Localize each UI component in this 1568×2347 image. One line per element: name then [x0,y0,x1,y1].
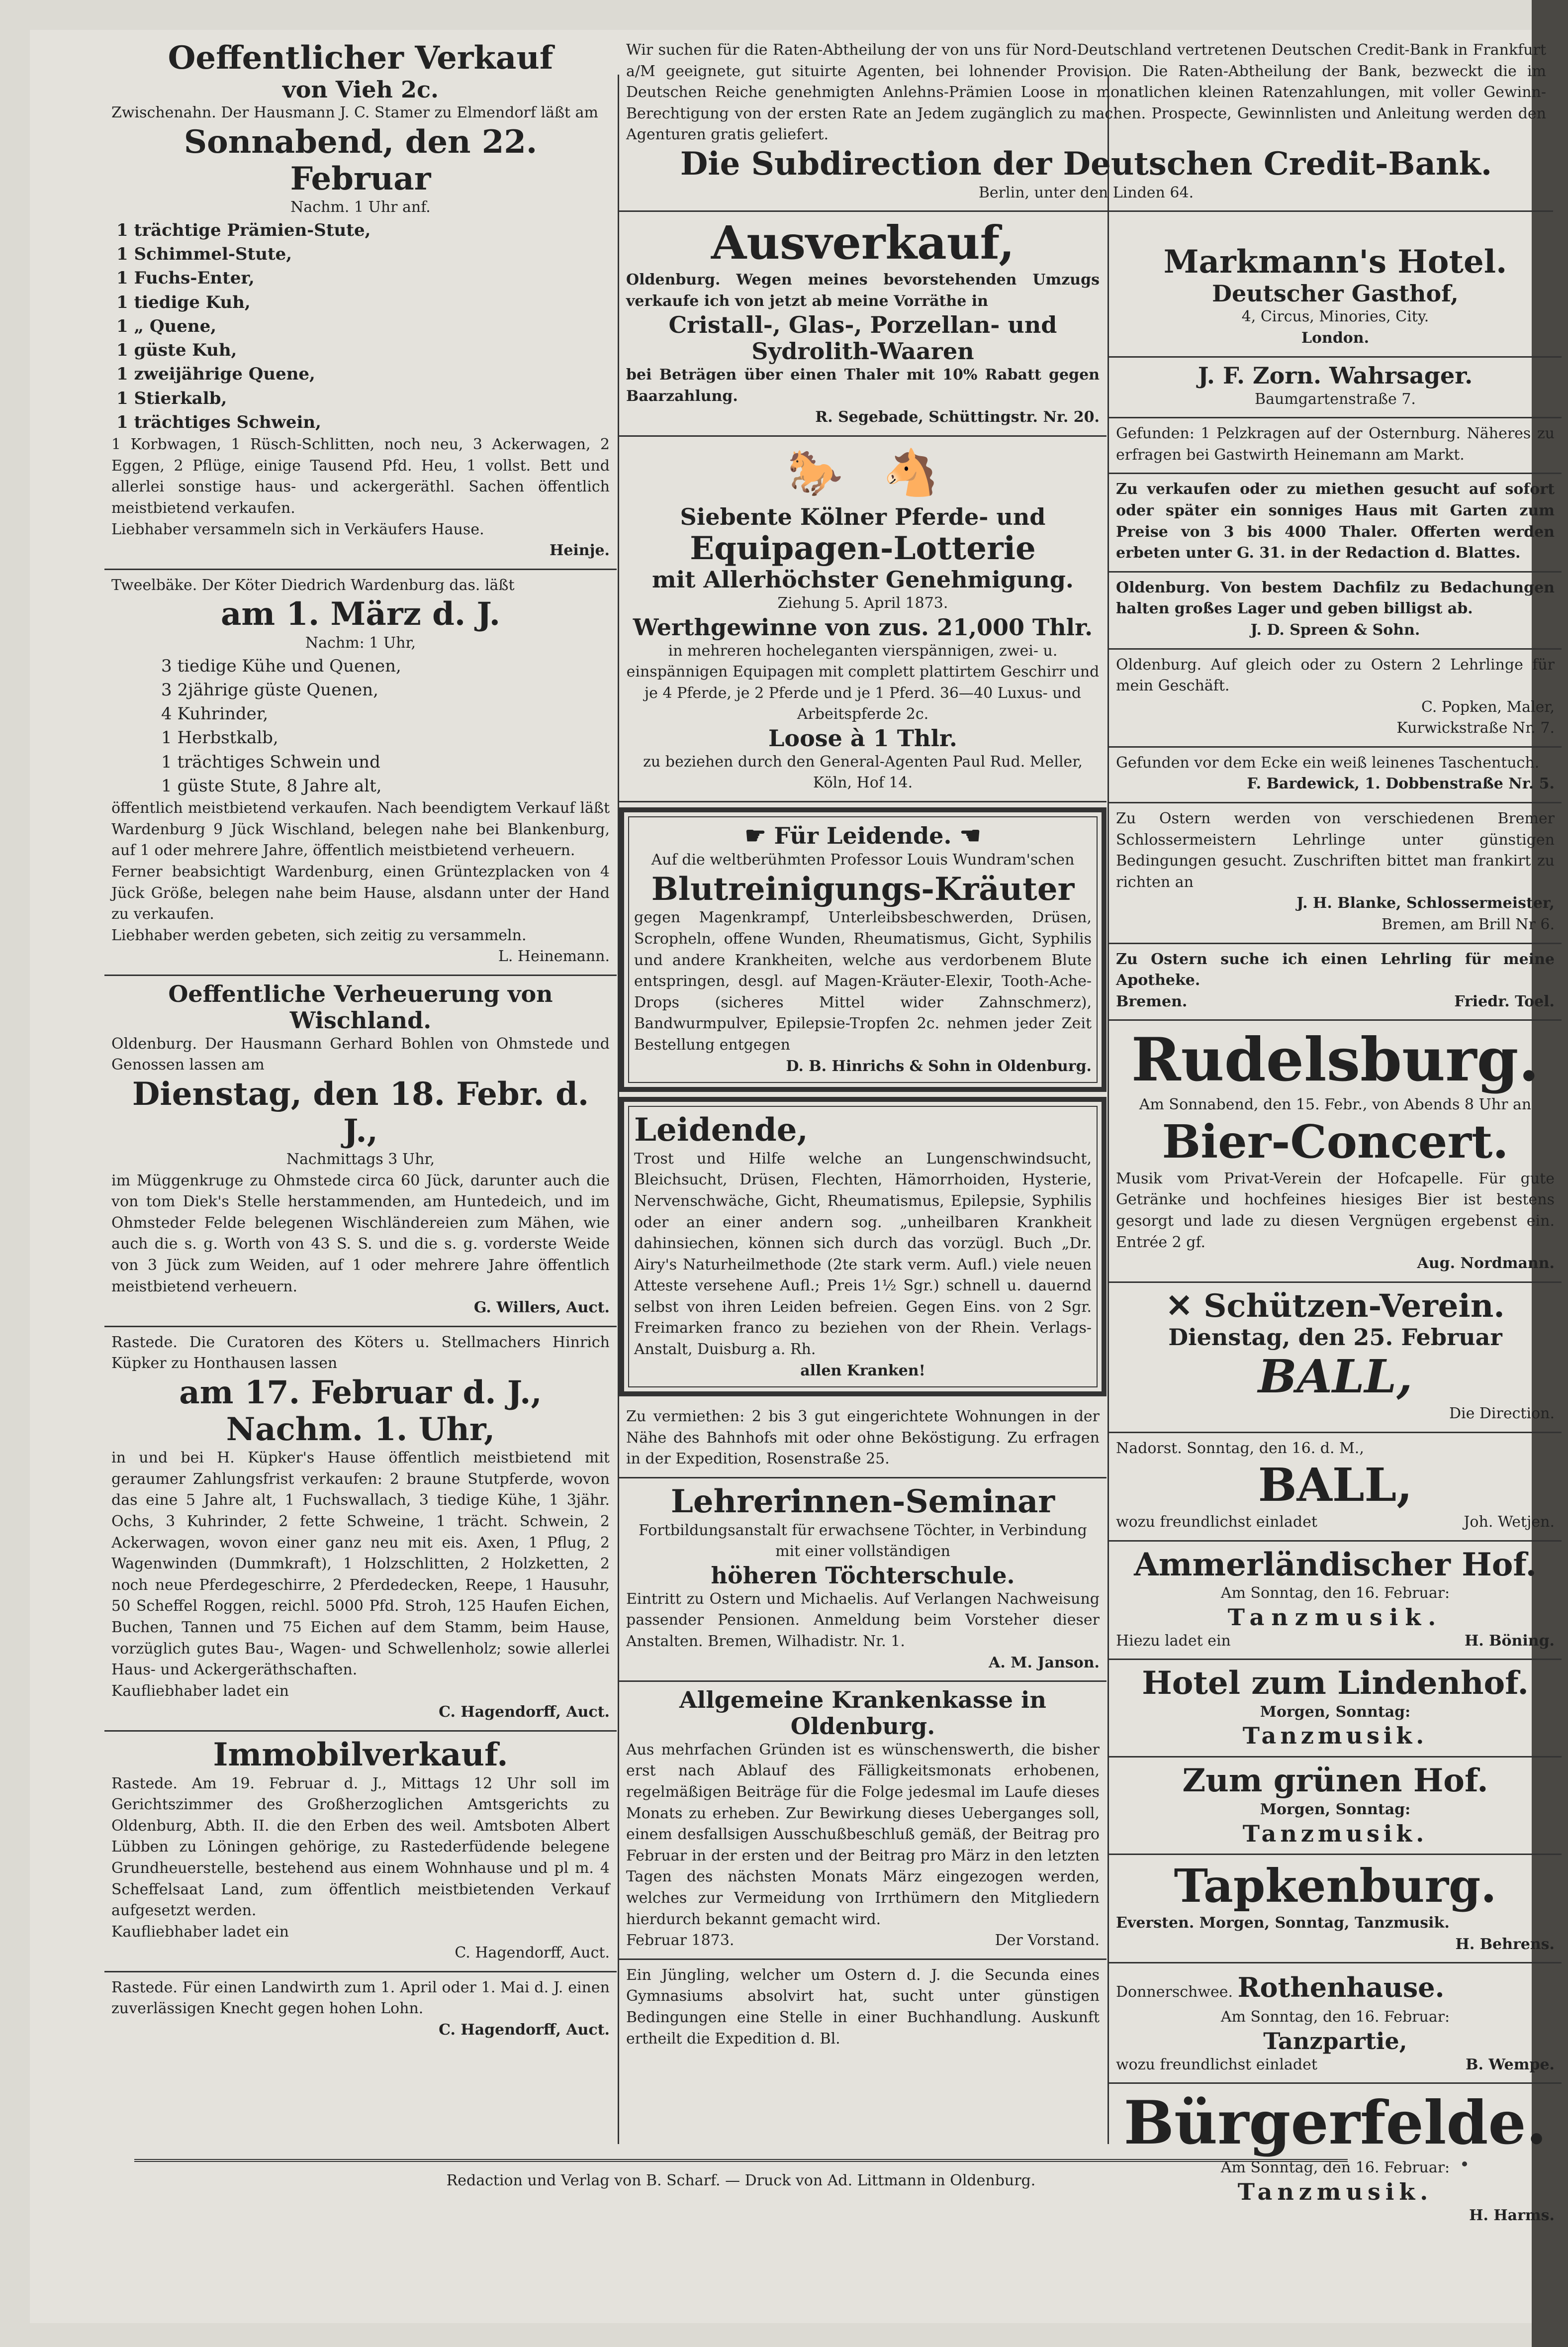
ad-credit-bank [619,35,1553,212]
ad-school: höheren Töchterschule. [711,1562,1015,1589]
ad-line: mit Allerhöchster Genehmigung. [652,566,1074,593]
ad-intro: Auf die weltberühmten Professor Louis Wundram'schen [651,851,1075,869]
ad-address: Baumgartenstraße 7. [1255,390,1416,408]
ad-body: öffentlich meistbietend verkaufen. Nach beendigtem Verkauf läßt Wardenburg 9 Jück Wischland, belegen nahe bei Blankenburg, auf 1 oder mehrere Jahre, öffentlich meistbietend verheuern. [111,799,610,860]
ad-head [634,822,1092,850]
ad-event: Tanzpartie, [1263,2027,1407,2054]
ad-ball: BALL, [1258,1458,1413,1512]
ad-body: Gefunden: 1 Pelzkragen auf der Osternburg. Näheres zu erfragen bei Gastwirth Heinemann am Markt. [1116,425,1555,464]
list-item: 1 Fuchs-Enter, [116,268,255,289]
ad-signature: H. Böning. [1464,1632,1555,1650]
ad-body: Gefunden vor dem Ecke ein weiß leinenes Taschentuch. [1116,754,1540,772]
ad-close: Kaufliebhaber ladet ein [111,1682,289,1700]
ad-body: Rastede. Für einen Landwirth zum 1. April oder 1. Mai d. J. einen zuverlässigen Knecht gegen hohen Lohn. [111,1978,610,2018]
ad-date: Morgen, Sonntag: [1260,1703,1411,1721]
ad-line: Siebente Kölner Pferde- und [680,503,1046,530]
ad-date: Am Sonntag, den 16. Februar: [1220,2159,1450,2177]
ad-title: Hotel zum Lindenhof. [1142,1664,1529,1702]
ad-body: Zu vermiethen: 2 bis 3 gut eingerichtete Wohnungen in der Nähe des Bahnhofs mit oder ohne Beköstigung. Zu erfragen in der Expedition, Rosenstraße 25. [626,1408,1100,1468]
ad-date: Dienstag, den 25. Februar [1168,1324,1502,1351]
crossed-rifles-icon: ✕ [1166,1287,1193,1325]
ad-date: Am Sonntag, den 16. Februar: [1220,2008,1450,2026]
ad-head-text: Für Leidende. [774,822,952,850]
ad-body: Ferner beabsichtigt Wardenburg, einen Grüntezplacken von 4 Jück Größe, belegen nahe beim Hause, alsdann unter der Hand zu verkaufen. [111,863,610,923]
ad-city: Bremen. [1116,992,1188,1010]
list-item: 1 „ Quene, [116,316,217,336]
ad-juengling [619,1960,1107,2056]
ad-dachfilz [1109,573,1562,650]
ad-zorn [1109,358,1562,418]
ad-event: Tanzmusik. [1237,2178,1433,2205]
ad-body: Liebhaber werden gebeten, sich zeitig zu versammeln. [111,926,527,944]
list-item: 1 zweijährige Quene, [116,364,315,385]
ad-terms: bei Beträgen über einen Thaler mit 10% Rabatt gegen Baarzahlung. [626,366,1100,405]
ad-place: Donnerschwee. [1116,1983,1233,2001]
ad-title: Bürgerfelde. [1123,2088,1547,2158]
ad-sub: Deutscher Gasthof, [1212,280,1459,307]
ad-body: Rastede. Am 19. Februar d. J., Mittags 12 Uhr soll im Gerichtszimmer des Großherzoglichen Amtsgerichts zu Oldenburg, Abth. II. die den Erben des weil. Amtsboten Albert Lübben zu Löningen gehörige, zu Rastederfüdende belegene Grundheuerstelle, bestehend aus einem Wohnhause und pl m. 4 Scheffelsaat Land, zum öffentlich meistbietenden Verkauf aufgesetzt werden. [111,1774,610,1920]
ad-verkauf-vieh [104,35,617,570]
list-item: 4 Kuhrinder, [161,704,269,724]
ad-body: in und bei H. Küpker's Hause öffentlich meistbietend mit geraumer Zahlungsfrist verkaufen: 2 braune Stutpferde, wovon das eine 5 Jahre alt, 1 Fuchswallach, 3 tiedige Kühe, 1 3jähr. Ochs, 3 Kuhrinder, 2 fette Schweine, 1 trächt. Schwein, 2 Ackerwagen, wovon einer ganz neu mit eis. Axen, 1 Pflug, 2 Wagenwinden (Dummkraft), 1 Holzschlitten, 2 Holzketten, 2 noch neue Pferdegeschirre, 2 Pferdedecken, Reepe, 1 Hausuhr, 50 Scheffel Roggen, reichl. 5000 Pfd. Stroh, 125 Haufen Eichen, Buchen, Tannen und 75 Eichen auf dem Stamm, beim Hause, vorzüglich gutes Bau-, Wagen- und Schwellenholz; sowie allerlei Haus- und Ackergeräthschaften. [111,1449,610,1679]
item-list [111,218,610,434]
ad-date: am 17. Februar d. J., Nachm. 1. Uhr, [179,1374,542,1448]
ad-body: Zu Ostern werden von verschiedenen Bremer Schlossermeistern Lehrlinge unter günstigen Bedingungen gesucht. Zuschriften bittet man frankirt zu richten an [1116,810,1555,891]
ad-signature: F. Bardewick, 1. Dobbenstraße Nr. 5. [1247,775,1555,793]
ad-body: Zu verkaufen oder zu miethen gesucht auf sofort oder später ein sonniges Haus mit Garten zum Preise von 3 bis 4000 Thaler. Offerten werden erbeten unter G. 31. in der Redaction d. Blattes. [1116,481,1555,562]
list-item: 1 güste Stute, 8 Jahre alt, [161,776,382,796]
ad-prize: Werthgewinne von zus. 21,000 Thlr. [633,613,1093,641]
ad-ammerland [1109,1542,1562,1661]
list-item: 1 trächtiges Schwein, [116,412,321,432]
ad-signature: C. Hagendorff, Auct. [455,1944,610,1962]
ad-signature: Die Direction. [1449,1405,1555,1423]
list-item: 1 trächtiges Schwein und [161,752,380,772]
ad-rudelsburg [1109,1021,1562,1282]
ad-verheuerung [104,976,617,1327]
ad-tweelbaeke [104,570,617,976]
ad-sub: Fortbildungsanstalt für erwachsene Töchter, in Verbindung mit einer vollständigen [639,1521,1087,1561]
ad-knecht [104,1972,617,2048]
ad-title: Lehrerinnen-Seminar [670,1483,1055,1521]
ink-spot [1462,2161,1467,2166]
ad-immobilverkauf [104,1732,617,1972]
ad-title: Markmann's Hotel. [1163,243,1507,281]
list-item: 1 güste Kuh, [116,340,237,361]
ad-lindenhof [1109,1660,1562,1758]
ad-body: Oldenburg. Wegen meines bevorstehenden Umzugs verkaufe ich von jetzt ab meine Vorräthe in [626,271,1100,310]
ad-body: 1 Korbwagen, 1 Rüsch-Schlitten, noch neu, 3 Ackerwagen, 2 Eggen, 2 Pflüge, einige Tausend Pfd. Heu, 1 vollst. Bett und allerlei sonstige haus- und ackergeräthl. Sachen öffentlich meistbietend verkaufen. [111,436,610,517]
ad-title-2: Bier-Concert. [1162,1115,1509,1169]
ad-invite: wozu freundlichst einladet [1116,2055,1317,2073]
ad-intro: Oldenburg. Der Hausmann Gerhard Bohlen von Ohmstede und Genossen lassen am [111,1035,610,1074]
ad-title: J. F. Zorn. Wahrsager. [1198,362,1473,389]
ad-intro: Zwischenahn. Der Hausmann J. C. Stamer zu Elmendorf läßt am [111,104,598,122]
ad-title: Leidende, [634,1111,808,1149]
ad-signature: Aug. Nordmann. [1417,1255,1555,1272]
list-item: 1 tiedige Kuh, [116,292,251,312]
ad-signature: G. Willers, Auct. [473,1299,610,1317]
ad-invite: Hiezu ladet ein [1116,1632,1231,1650]
ad-body: Ein Jüngling, welcher um Ostern d. J. die Secunda eines Gymnasiums absolvirt hat, sucht unter günstigen Bedingungen eine Stelle in einer Buchhandlung. Auskunft ertheilt die Expedition d. Bl. [626,1966,1100,2048]
ad-body: im Müggenkruge zu Ohmstede circa 60 Jück, darunter auch die von tom Diek's Stelle herstammenden, am Huntedeich, und im Ohmsteder Felde belegenen Wischländereien zum Mähen, wie auch die s. g. Worth von 43 S. S. und die s. g. vorderste Weide von 3 Jück zum Weiden, auf 1 oder mehrere Jahre öffentlich meistbietend verheuern. [111,1172,610,1295]
imprint-footer: Redaction und Verlag von B. Scharf. — Druck von Ad. Littmann in Oldenburg. [134,2159,1348,2189]
ad-signature: B. Wempe. [1466,2055,1555,2073]
ad-date: am 1. März d. J. [220,595,501,633]
ad-schlosser [1109,803,1562,944]
list-item: 3 tiedige Kühe und Quenen, [161,656,401,676]
ad-body: Trost und Hilfe welche an Lungenschwindsucht, Bleichsucht, Drüsen, Flechten, Hämorrhoiden, Hysterie, Nervenschwäche, Gicht, Rheumatismus, Epilepsie, Syphilis oder an einer andern sog. „unheilbaren Krankheit dahinsiechen, können sich durch das vorzügl. Buch „Dr. Airy's Naturheilmethode (2te stark verm. Aufl.) viele neuen Atteste versehene Aufl.; Preis 1½ Sgr.) schnell u. dauernd selbst von ihren Leiden befreien. Gegen Eins. von 2 Sgr. Freimarken franco zu beziehen von der Rhein. Verlags-Anstalt, Duisburg a. Rh. [634,1150,1092,1359]
ad-signature: L. Heinemann. [498,948,610,966]
pointing-hand-icon: ☚ [959,822,981,850]
ad-rastede-auction [104,1327,617,1732]
list-item: 1 Schimmel-Stute, [116,244,292,265]
ad-event: Tanzmusik. [1242,1722,1428,1750]
ad-body: Aus mehrfachen Gründen ist es wünschenswerth, die bisher erst nach Ablauf des Fälligkeitsmonats erhobenen, regelmäßigen Beiträge für die Folge jedesmal im Laufe dieses Monats zu erheben. Zur Bewirkung dieses Ueberganges soll, einem desfallsigen Ausschußbeschluß gemäß, der Beitrag pro Februar in der ersten und der Beitrag pro März in den letzten Tagen des nächsten Monats März eingezogen werden, welches zur Vermeidung von Irrthümern den Mitgliedern hierdurch bekannt gemacht wird. [626,1741,1100,1928]
ad-taschentuch [1109,748,1562,803]
ad-gefunden-pelz [1109,418,1562,474]
ad-title: Equipagen-Lotterie [690,529,1036,567]
carriage-icon: 🐎 [787,446,843,499]
ad-close: allen Kranken! [800,1362,925,1379]
ad-title: Die Subdirection der Deutschen Credit-Bank. [680,145,1492,183]
column-1 [104,35,617,2048]
ad-subtitle: von Vieh 2c. [282,76,439,103]
ad-title: Tapkenburg. [1174,1859,1497,1913]
ad-haus [1109,474,1562,572]
ad-footer-line [626,1930,1100,1952]
ad-goods: Cristall-, Glas-, Porzellan- und Sydrolith-Waaren [668,311,1057,365]
ad-title: Blutreinigungs-Kräuter [651,870,1075,908]
ad-signature: Friedr. Toel. [1454,992,1555,1010]
ad-intro: Rastede. Die Curatoren des Köters u. Stellmachers Hinrich Küpker zu Honthausen lassen [111,1333,610,1372]
ad-signature: Heinje. [549,542,610,560]
ad-draw-date: Ziehung 5. April 1873. [777,594,948,612]
ad-seminar [619,1478,1107,1682]
list-item: 1 Herbstkalb, [161,728,278,748]
ad-title: Zum grünen Hof. [1182,1762,1488,1800]
ad-signature: J. D. Spreen & Sohn. [1250,621,1420,639]
ad-hotel [1109,239,1562,358]
pointing-hand-icon: ☛ [744,822,766,850]
ad-title: Immobilverkauf. [213,1736,508,1773]
ad-title: Allgemeine Krankenkasse in Oldenburg. [679,1686,1046,1740]
ad-date: Morgen, Sonntag: [1260,1800,1411,1818]
ad-gruener-hof [1109,1758,1562,1855]
ad-body: Zu Ostern suche ich einen Lehrling für meine Apotheke. [1116,950,1555,989]
ad-signature: C. Hagendorff, Auct. [439,1703,610,1721]
ad-body: gegen Magenkrampf, Unterleibsbeschwerden, Drüsen, Scropheln, offene Wunden, Rheumatismus, Gicht, Syphilis und andere Krankheiten, welche aus verdorbenem Blute entspringen, desgl. auf Magen-Kräuter-Elexir, Tooth-Ache-Drops (sicheres Mittel wider Zahnschmerz), Bandwurmpulver, Epilepsie-Tropfen 2c. nehmen jeder Zeit Bestellung entgegen [634,909,1092,1054]
ad-apotheke [1109,944,1562,1021]
ad-address: 4, Circus, Minories, City. [1241,308,1429,326]
ad-schuetzen [1109,1283,1562,1433]
ad-signature: H. Behrens. [1455,1935,1555,1953]
ad-body: Musik vom Privat-Verein der Hofcapelle. Für gute Getränke und hochfeines hiesiges Bier ist bestens gesorgt und lade zu diesen Vergnügen ergebenst ein. Entrée 2 gf. [1116,1170,1555,1251]
ad-signature: H. Harms. [1469,2206,1555,2224]
ad-agent: zu beziehen durch den General-Agenten Paul Rud. Meller, Köln, Hof 14. [643,753,1083,792]
ad-body: Wir suchen für die Raten-Abtheilung der von uns für Nord-Deutschland vertretenen Deutschen Credit-Bank in Frankfurt a/M geeignete, gut situirte Agenten, bei lohnender Provision. Die Raten-Abtheilung der Bank, bezweckt die im Deutschen Reiche genehmigten Anlehns-Prämien Loose in monatlichen kleinen Ratenzahlungen, mit voller Gewinn-Berechtigung von der ersten Rate an Jedem zugänglich zu machen. Prospecte, Gewinnlisten und Anleitung werden den Agenturen gratis geliefert. [626,41,1546,144]
ad-event: Tanzmusik. [1227,1603,1443,1631]
ad-lotterie [619,437,1107,802]
ad-popken [1109,650,1562,748]
ad-signature: Joh. Wetjen. [1464,1513,1555,1531]
ad-signature: A. M. Janson. [989,1654,1100,1671]
ad-line: Eversten. Morgen, Sonntag, Tanzmusik. [1116,1914,1450,1932]
item-list [111,654,610,798]
ad-date: Februar 1873. [626,1932,735,1950]
ad-event: Tanzmusik. [1242,1820,1428,1847]
ad-title: Ammerländischer Hof. [1134,1546,1537,1583]
ad-close: Liebhaber versammeln sich in Verkäufers Hause. [111,520,484,538]
ad-date: Dienstag, den 18. Febr. d. J., [132,1075,589,1150]
ad-city: London. [1301,329,1370,347]
ad-time: Nachmittags 3 Uhr, [286,1151,435,1169]
ad-signature: Der Vorstand. [995,1932,1100,1950]
ad-close: Kaufliebhaber ladet ein [111,1923,289,1941]
illustration-row [626,442,1100,504]
ad-invite: wozu freundlichst einladet [1116,1513,1317,1531]
ad-price: Loose à 1 Thlr. [768,724,957,752]
ad-body: Eintritt zu Ostern und Michaelis. Auf Verlangen Nachweisung passender Pensionen. Anmeldung beim Vorsteher dieser Anstalten. Bremen, Wilhadistr. Nr. 1. [626,1590,1100,1650]
ad-title: Oeffentlicher Verkauf [168,39,553,77]
ad-tapkenburg [1109,1855,1562,1963]
box-inner [628,816,1098,1083]
ad-title: Rothenhause. [1237,1971,1445,2004]
ad-footer-line [1116,1512,1555,1533]
ad-time: Nachm. 1 Uhr anf. [290,198,431,216]
list-item: 1 Stierkalb, [116,388,227,408]
ad-body: in mehreren hocheleganten vierspännigen, zwei- u. einspännigen Equipagen mit complett plattirtem Geschirr und je 4 Pferde, je 2 Pferde und je 1 Pferd. 36—40 Luxus- und Arbeitspferde 2c. [626,642,1100,723]
ad-title: Rudelsburg. [1131,1025,1540,1095]
ad-intro: Nadorst. Sonntag, den 16. d. M., [1116,1439,1364,1457]
ad-intro: Tweelbäke. Der Köter Diedrich Wardenburg das. läßt [111,576,515,594]
horse-icon: 🐴 [883,446,939,499]
ad-address: Bremen, am Brill Nr 6. [1381,916,1555,934]
ad-title [1116,1288,1555,1325]
ad-title: Oeffentliche Verheuerung von Wischland. [168,980,553,1034]
ad-date: Sonnabend, den 22. Februar [184,123,538,197]
ad-ausverkauf [619,212,1107,437]
box-inner [628,1106,1098,1387]
ad-date: Am Sonntag, den 16. Februar: [1220,1584,1450,1602]
ad-time: Nachm: 1 Uhr, [305,634,416,652]
ad-body: Oldenburg. Auf gleich oder zu Ostern 2 Lehrlinge für mein Geschäft. [1116,656,1555,695]
ad-title-line [1116,1968,1555,2007]
ad-ball: BALL, [1258,1350,1413,1404]
ad-signature: D. B. Hinrichs & Sohn in Oldenburg. [786,1057,1092,1075]
ad-vermiethen [619,1401,1107,1478]
list-item: 3 2jährige güste Quenen, [161,680,378,700]
ad-signature: R. Segebade, Schüttingstr. Nr. 20. [815,408,1100,426]
ad-leidende-box [619,807,1107,1092]
ad-date: Am Sonnabend, den 15. Febr., von Abends 8 Uhr an [1139,1096,1532,1114]
ad-footer-line [1116,2054,1555,2076]
ad-footer-line [1116,1631,1555,1652]
ad-signature: C. Hagendorff, Auct. [439,2021,610,2039]
ad-address: Berlin, unter den Linden 64. [978,184,1194,201]
ad-body: Oldenburg. Von bestem Dachfilz zu Bedachungen halten großes Lager und geben billigst ab. [1116,579,1555,618]
ad-title-text: Schützen-Verein. [1203,1287,1505,1325]
ad-airy-box [619,1097,1107,1396]
ad-rothenhause [1109,1963,1562,2084]
ad-signature: C. Popken, Maler, [1421,698,1555,716]
list-item: 1 trächtige Prämien-Stute, [116,220,371,240]
ad-address: Kurwickstraße Nr. 7. [1396,719,1555,737]
ad-nadorst [1109,1433,1562,1542]
ad-footer-line [1116,991,1555,1013]
column-3 [1109,239,1562,2233]
ad-krankenkasse [619,1682,1107,1960]
ad-signature: J. H. Blanke, Schlossermeister, [1296,894,1555,912]
ad-title: Ausverkauf, [711,216,1015,270]
